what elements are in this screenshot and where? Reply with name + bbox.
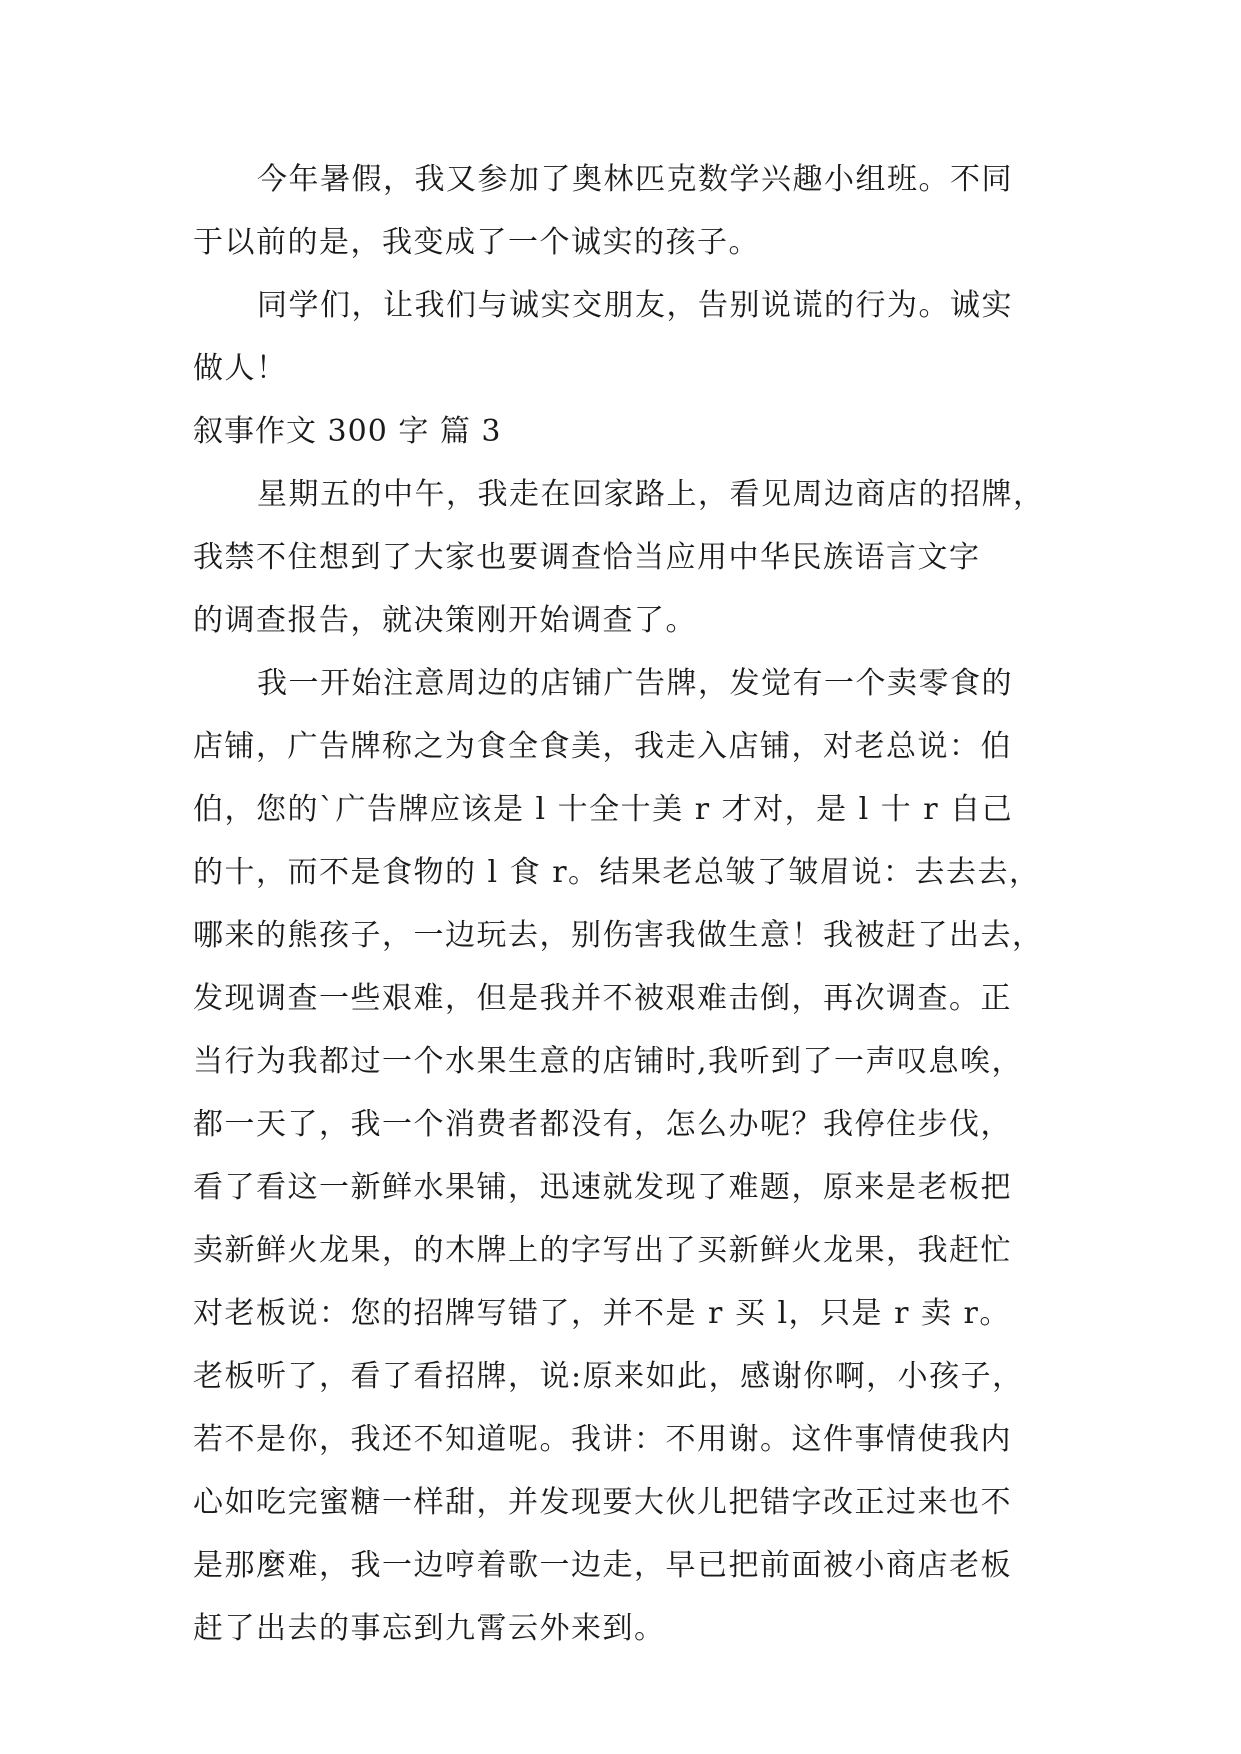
- paragraph-line: 卖新鲜火龙果，的木牌上的字写出了买新鲜火龙果，我赶忙: [193, 1233, 1012, 1268]
- paragraph-line: 心如吃完蜜糖一样甜，并发现要大伙儿把错字改正过来也不: [193, 1485, 1012, 1520]
- paragraph-line: 赶了出去的事忘到九霄云外来到。: [193, 1611, 666, 1646]
- paragraph-line: 我一开始注意周边的店铺广告牌，发觉有一个卖零食的: [257, 666, 1013, 701]
- paragraph-line: 今年暑假，我又参加了奥林匹克数学兴趣小组班。不同: [257, 162, 1013, 197]
- paragraph-line: 是那麼难，我一边哼着歌一边走，早已把前面被小商店老板: [193, 1548, 1012, 1583]
- paragraph-line: 伯，您的`广告牌应该是 l 十全十美 r 才对，是 l 十 r 自己: [193, 792, 1014, 827]
- paragraph-line: 看了看这一新鲜水果铺，迅速就发现了难题，原来是老板把: [193, 1170, 1012, 1205]
- paragraph-line: 都一天了，我一个消费者都没有，怎么办呢？我停住步伐，: [193, 1107, 1012, 1142]
- paragraph-line: 哪来的熊孩子，一边玩去，别伤害我做生意！我被赶了出去，: [193, 918, 1044, 953]
- paragraph-line: 老板听了，看了看招牌，说:原来如此，感谢你啊，小孩子，: [193, 1359, 1024, 1394]
- paragraph-line: 当行为我都过一个水果生意的店铺时,我听到了一声叹息唉，: [193, 1044, 1024, 1079]
- paragraph-line: 若不是你，我还不知道呢。我讲：不用谢。这件事情使我内: [193, 1422, 1012, 1457]
- paragraph-line: 的调查报告，就决策刚开始调查了。: [193, 603, 697, 638]
- paragraph-line: 于以前的是，我变成了一个诚实的孩子。: [193, 225, 760, 260]
- paragraph-line: 同学们，让我们与诚实交朋友，告别说谎的行为。诚实: [257, 288, 1013, 323]
- paragraph-line: 星期五的中午，我走在回家路上，看见周边商店的招牌，: [257, 477, 1045, 512]
- paragraph-line: 我禁不住想到了大家也要调查恰当应用中华民族语言文字: [193, 540, 981, 575]
- paragraph-line: 店铺，广告牌称之为食全食美，我走入店铺，对老总说：伯: [193, 729, 1012, 764]
- paragraph-line: 发现调查一些艰难，但是我并不被艰难击倒，再次调查。正: [193, 981, 1012, 1016]
- section-heading: 叙事作文 300 字 篇 3: [193, 414, 502, 449]
- paragraph-line: 做人！: [193, 351, 288, 386]
- paragraph-line: 的十，而不是食物的 l 食 r。结果老总皱了皱眉说：去去去，: [193, 855, 1041, 890]
- paragraph-line: 对老板说：您的招牌写错了，并不是 r 买 l，只是 r 卖 r。: [193, 1296, 1011, 1331]
- document-page: [193, 148, 1053, 1660]
